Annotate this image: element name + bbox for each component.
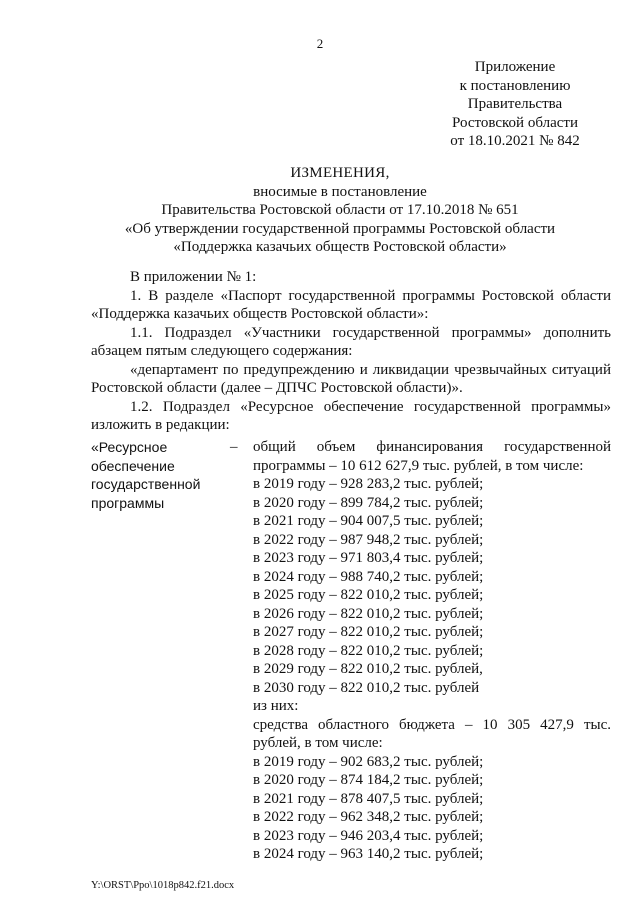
page-number: 2 [316,36,324,51]
total-funding-line: общий объем финансирования государственной [253,439,611,455]
total-year-line: в 2023 году – 971 803,4 тыс. рублей; [253,550,484,566]
appendix-line: Ростовской области [452,114,578,131]
item1-1-line: «департамент по предупреждению и ликвидации чрезвычайных ситуаций [130,361,611,378]
passport-label-line: программы [91,494,165,511]
regional-year-line: в 2019 году – 902 683,2 тыс. рублей; [253,753,484,770]
passport-values [253,438,611,864]
file-path-footer: Y:\ORST\Ppo\1018p842.f21.docx [91,880,235,891]
heading-line: «Поддержка казачьих обществ Ростовской области» [173,239,507,255]
item1-1-line: абзацем пятым следующего содержания: [91,343,353,359]
heading-line: «Об утверждении государственной программы Ростовской области [124,220,556,237]
appendix-line: Приложение [474,59,556,75]
total-funding-line: программы – 10 612 627,9 тыс. рублей, в том числе: [253,457,584,474]
appendix-line: Правительства [467,96,563,112]
document-body [91,268,611,435]
total-year-line: в 2022 году – 987 948,2 тыс. рублей; [253,531,484,548]
of-them-label: из них: [253,698,299,714]
intro-paragraph: В приложении № 1: [130,269,257,285]
total-year-line: в 2020 году – 899 784,2 тыс. рублей; [253,494,484,511]
appendix-line: к постановлению [459,77,571,94]
regional-budget-line: рублей, в том числе: [253,735,383,751]
total-year-line: в 2029 году – 822 010,2 тыс. рублей, [253,661,483,677]
total-year-line: в 2028 году – 822 010,2 тыс. рублей; [253,642,484,659]
regional-year-line: в 2021 году – 878 407,5 тыс. рублей; [253,790,484,807]
heading-title: ИЗМЕНЕНИЯ, [290,165,390,181]
total-year-line: в 2019 году – 928 283,2 тыс. рублей; [253,476,484,492]
item1-line: 1. В разделе «Паспорт государственной программы Ростовской области [130,287,611,304]
total-year-line: в 2021 году – 904 007,5 тыс. рублей; [253,513,484,529]
item1-1-line: Ростовской области (далее – ДПЧС Ростовской области)». [91,380,463,396]
total-by-year-list [253,475,611,697]
item1-line: «Поддержка казачьих обществ Ростовской области»: [91,306,429,322]
total-year-line: в 2024 году – 988 740,2 тыс. рублей; [253,568,484,585]
passport-dash: – [230,439,238,455]
regional-by-year-list [253,753,611,864]
item1-2-line: изложить в редакции: [91,417,230,433]
heading-line: Правительства Ростовской области от 17.10.2018 № 651 [161,202,519,218]
passport-label-line: обеспечение [91,457,175,474]
regional-year-line: в 2020 году – 874 184,2 тыс. рублей; [253,772,484,788]
appendix-block [440,58,590,151]
resource-passport-table [91,438,611,862]
appendix-line: от 18.10.2021 № 842 [450,133,580,149]
regional-year-line: в 2024 году – 963 140,2 тыс. рублей; [253,846,484,862]
total-year-line: в 2030 году – 822 010,2 тыс. рублей [253,679,480,696]
passport-label-line: государственной [91,476,201,492]
passport-label [91,438,226,512]
regional-year-line: в 2023 году – 946 203,4 тыс. рублей; [253,827,484,844]
total-year-line: в 2026 году – 822 010,2 тыс. рублей; [253,605,484,622]
heading-line: вносимые в постановление [253,183,427,200]
passport-label-line: «Ресурсное [91,439,168,455]
total-year-line: в 2027 году – 822 010,2 тыс. рублей; [253,624,484,640]
regional-budget-line: средства областного бюджета – 10 305 427,9 тыс. [253,716,611,733]
total-year-line: в 2025 году – 822 010,2 тыс. рублей; [253,587,484,603]
regional-year-line: в 2022 году – 962 348,2 тыс. рублей; [253,809,484,825]
document-heading [70,164,610,257]
item1-1-line: 1.1. Подраздел «Участники государственной программы» дополнить [130,324,611,341]
item1-2-line: 1.2. Подраздел «Ресурсное обеспечение государственной программы» [130,398,611,415]
